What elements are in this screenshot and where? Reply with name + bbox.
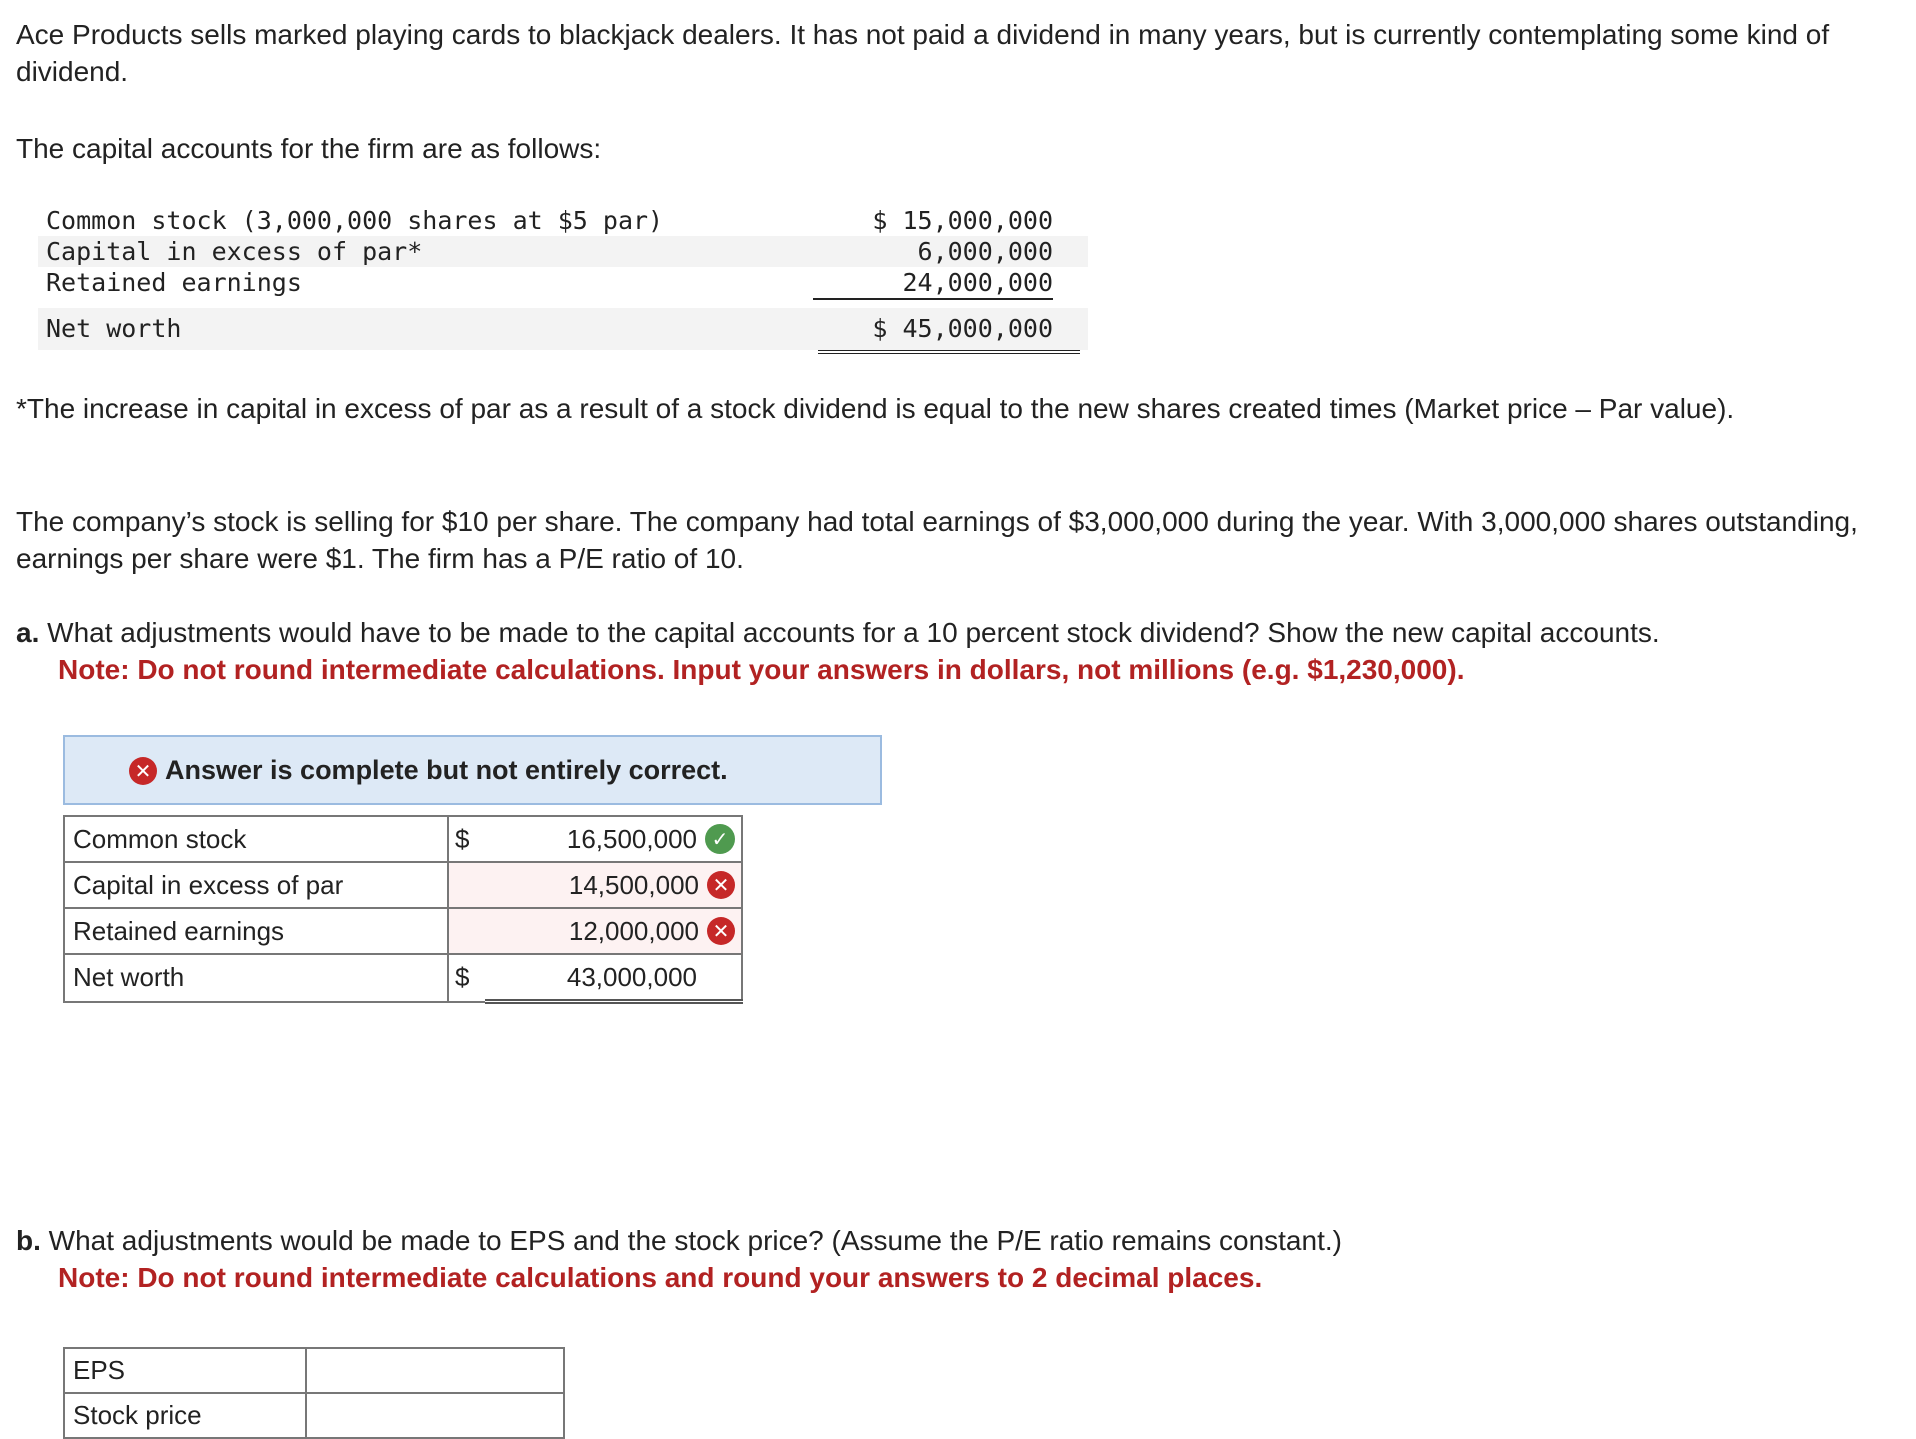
answer-value: 12,000,000 <box>568 915 699 946</box>
intro-text: Ace Products sells marked playing cards to blackjack dealers. It has not paid a dividend in many years, but is currently contemplating some kind of dividend. <box>16 19 1830 87</box>
table-row <box>64 862 742 908</box>
answer-value: 16,500,000 <box>566 823 697 854</box>
capital-row-excess-par <box>38 236 1088 267</box>
capital-accounts-table <box>38 205 1088 350</box>
x-circle-icon: ✕ <box>707 917 735 945</box>
eps-input[interactable] <box>306 1348 564 1393</box>
capital-row-retained-earnings <box>38 267 1088 298</box>
answer-value: 14,500,000 <box>568 869 699 900</box>
row-label: Capital in excess of par <box>64 862 448 908</box>
capital-label: Retained earnings <box>46 268 302 297</box>
capital-label: Common stock (3,000,000 shares at $5 par) <box>46 206 664 235</box>
x-circle-icon: ✕ <box>129 757 157 785</box>
stock-price-input[interactable] <box>306 1393 564 1438</box>
table-row <box>64 1348 564 1393</box>
dollar-sign: $ <box>448 954 485 1002</box>
answer-input-capital-excess[interactable] <box>485 862 742 908</box>
question-letter: b. <box>16 1225 41 1256</box>
capital-row-common-stock <box>38 205 1088 236</box>
question-text: What adjustments would have to be made to the capital accounts for a 10 percent stock dividend? Show the new capital accounts. <box>47 617 1660 648</box>
table-row <box>64 1393 564 1438</box>
question-text: What adjustments would be made to EPS and the stock price? (Assume the P/E ratio remains constant.) <box>48 1225 1342 1256</box>
capital-label: Net worth <box>46 314 182 343</box>
row-label: Net worth <box>64 954 448 1002</box>
capital-intro-text: The capital accounts for the firm are as follows: <box>16 133 602 164</box>
dollar-sign <box>448 908 485 954</box>
row-label: Stock price <box>64 1393 306 1438</box>
dollar-sign: $ <box>448 816 485 862</box>
capital-value: $ 45,000,000 <box>818 308 1080 354</box>
answer-table <box>63 815 743 1004</box>
answer-input-retained-earnings[interactable] <box>485 908 742 954</box>
x-circle-icon: ✕ <box>707 871 735 899</box>
capital-row-net-worth <box>38 308 1088 350</box>
capital-label: Capital in excess of par* <box>46 237 423 266</box>
dollar-sign <box>448 862 485 908</box>
row-label: EPS <box>64 1348 306 1393</box>
answer-status-banner <box>63 735 882 805</box>
question-note: Note: Do not round intermediate calculations and round your answers to 2 decimal places. <box>58 1262 1263 1293</box>
table-row <box>64 908 742 954</box>
eps-table <box>63 1347 565 1439</box>
question-note: Note: Do not round intermediate calculations. Input your answers in dollars, not millions (e.g. $1,230,000). <box>58 654 1465 685</box>
table-row <box>64 816 742 862</box>
answer-input-common-stock[interactable] <box>485 816 742 862</box>
row-label: Common stock <box>64 816 448 862</box>
row-label: Retained earnings <box>64 908 448 954</box>
answer-value: 43,000,000 <box>566 961 697 992</box>
question-letter: a. <box>16 617 40 648</box>
capital-value: 24,000,000 <box>813 267 1053 300</box>
footnote-text: *The increase in capital in excess of par as a result of a stock dividend is equal to the new shares created times (Market price – Par value). <box>16 393 1735 424</box>
question-a <box>16 614 1896 688</box>
capital-value: 6,000,000 <box>917 237 1053 266</box>
banner-text: Answer is complete but not entirely correct. <box>165 755 728 785</box>
check-circle-icon: ✓ <box>705 824 735 854</box>
net-worth-total <box>485 954 742 1002</box>
capital-value: $ 15,000,000 <box>872 206 1053 235</box>
question-b <box>16 1222 1896 1296</box>
table-row <box>64 954 742 1002</box>
stock-info-text: The company’s stock is selling for $10 per share. The company had total earnings of $3,000,000 during the year. With 3,000,000 shares outstanding, earnings per share were $1. The firm has a P/E ratio of 10. <box>16 506 1858 574</box>
